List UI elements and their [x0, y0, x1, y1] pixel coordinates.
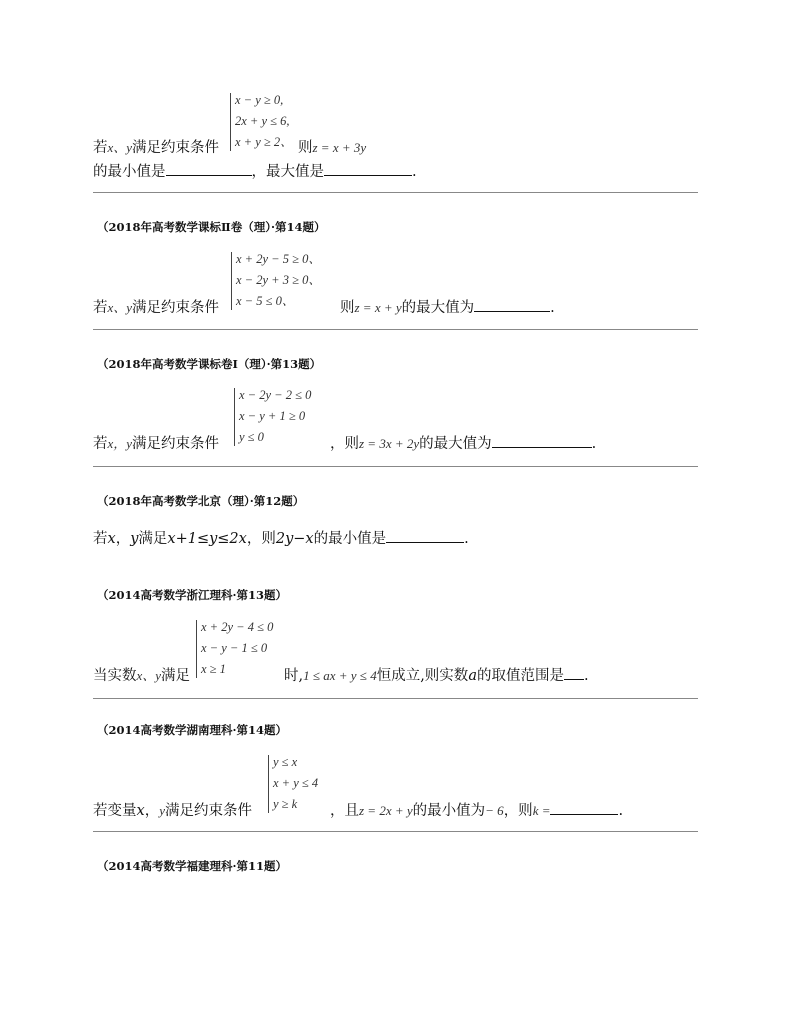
- question-text: 的最小值为: [412, 803, 486, 819]
- constraint-line: x + y ≤ 4: [273, 776, 319, 790]
- constraint-line: x + y ≥ 2、: [235, 135, 293, 149]
- constraint-line: 2x + y ≤ 6,: [235, 114, 290, 128]
- question-line: [93, 160, 417, 181]
- divider: [93, 329, 698, 330]
- answer-blank[interactable]: [492, 433, 592, 448]
- math-vars: x、y: [136, 668, 162, 683]
- source-label: （2018年高考数学北京（理）·第12题）: [97, 494, 305, 508]
- divider: [93, 192, 698, 193]
- brace: [231, 252, 236, 310]
- math-var: x: [107, 531, 116, 547]
- question-text: 的最大值为: [401, 300, 475, 316]
- question-line: [93, 136, 219, 157]
- question-text: 若: [93, 531, 108, 547]
- question-text: ，: [144, 803, 160, 819]
- question-line: [93, 432, 219, 453]
- question-text: 恒成立,则实数: [376, 668, 469, 684]
- math-expression: k =: [532, 803, 551, 818]
- period: .: [412, 164, 417, 180]
- question-text: 满足约束条件: [132, 436, 220, 452]
- constraint-line: y ≥ k: [273, 797, 298, 811]
- question-line: [93, 799, 252, 820]
- brace: [268, 755, 273, 813]
- question-line: [93, 664, 190, 685]
- constraint-line: x − y + 1 ≥ 0: [239, 409, 306, 423]
- source-label: （2014高考数学浙江理科·第13题）: [97, 588, 288, 602]
- question-line: [284, 664, 589, 685]
- question-text: 满足: [138, 531, 168, 547]
- math-vars: x，y: [107, 436, 133, 451]
- question-text: 满足约束条件: [132, 140, 220, 156]
- question-text: ，则: [330, 436, 359, 452]
- question-text: ，: [115, 531, 131, 547]
- question-text: ，最大值是: [251, 164, 324, 180]
- period: .: [583, 668, 589, 684]
- question-text: 的最小值是: [313, 531, 387, 547]
- constraint-line: x + 2y − 4 ≤ 0: [201, 620, 274, 634]
- math-expression: 1 ≤ ax + y ≤ 4: [303, 668, 377, 683]
- math-var: y: [159, 803, 165, 818]
- math-expression: z = x + y: [354, 300, 402, 315]
- period: .: [550, 300, 555, 316]
- question-text: 若: [93, 140, 108, 156]
- math-var: a: [468, 668, 477, 684]
- question-text: 则: [340, 300, 355, 316]
- question-line: [93, 296, 219, 317]
- constraint-line: y ≤ x: [273, 755, 298, 769]
- question-line: [298, 136, 366, 157]
- math-vars: x、y: [107, 300, 133, 315]
- math-var: x: [136, 803, 145, 819]
- question-text: 若变量: [93, 803, 137, 819]
- constraint-line: x − 2y − 2 ≤ 0: [239, 388, 312, 402]
- question-text: 若: [93, 300, 108, 316]
- math-value: − 6: [485, 803, 504, 818]
- question-text: 则: [298, 140, 313, 156]
- divider: [93, 831, 698, 832]
- constraint-line: x ≥ 1: [201, 662, 226, 676]
- math-expression: z = 2x + y: [359, 803, 413, 818]
- divider: [93, 466, 698, 467]
- question-text: 若: [93, 436, 108, 452]
- question-text: 当实数: [93, 668, 137, 684]
- constraint-line: x + 2y − 5 ≥ 0、: [236, 252, 321, 266]
- period: .: [591, 436, 597, 452]
- question-text: 满足约束条件: [132, 300, 220, 316]
- question-line: [330, 432, 596, 453]
- source-label: （2018年高考数学课标卷Ⅰ（理）·第13题）: [97, 357, 322, 371]
- math-expression: 2y−x: [275, 531, 314, 547]
- divider: [93, 698, 698, 699]
- math-vars: x、y: [107, 140, 133, 155]
- brace: [234, 388, 239, 446]
- question-text: ，则: [503, 803, 533, 819]
- constraint-system: [234, 385, 339, 449]
- brace: [230, 93, 235, 151]
- answer-blank[interactable]: [386, 528, 464, 543]
- math-var: y: [130, 531, 139, 547]
- question-text: 的取值范围是: [476, 668, 564, 684]
- constraint-system: [231, 249, 346, 313]
- math-expression: z = 3x + 2y: [359, 436, 420, 451]
- question-line: [330, 799, 623, 820]
- period: .: [618, 803, 624, 819]
- answer-blank[interactable]: [474, 297, 550, 312]
- question-text: ，则: [246, 531, 276, 547]
- constraint-line: x − 5 ≤ 0、: [236, 294, 295, 308]
- answer-blank[interactable]: [550, 800, 618, 815]
- question-text: 的最小值是: [93, 164, 166, 180]
- question-line: [93, 527, 469, 548]
- brace: [196, 620, 201, 678]
- constraint-line: y ≤ 0: [239, 430, 264, 444]
- question-text: 满足: [161, 668, 191, 684]
- math-inequality: x+1≤y≤2x: [167, 531, 247, 547]
- answer-blank[interactable]: [166, 161, 252, 176]
- constraint-line: x − y − 1 ≤ 0: [201, 641, 268, 655]
- source-label: （2014高考数学湖南理科·第14题）: [97, 723, 288, 737]
- source-label: （2018年高考数学课标Ⅱ卷（理）·第14题）: [97, 220, 326, 234]
- period: .: [464, 531, 469, 547]
- question-text: 时,: [284, 668, 304, 684]
- source-label: （2014高考数学福建理科·第11题）: [97, 859, 288, 873]
- question-text: ，且: [330, 803, 359, 819]
- question-text: 的最大值为: [419, 436, 492, 452]
- constraint-line: x − y ≥ 0,: [235, 93, 284, 107]
- question-text: 满足约束条件: [164, 803, 252, 819]
- answer-blank[interactable]: [564, 665, 584, 680]
- constraint-line: x − 2y + 3 ≥ 0、: [236, 273, 321, 287]
- question-line: [340, 296, 555, 317]
- answer-blank[interactable]: [324, 161, 412, 176]
- math-expression: z = x + 3y: [312, 140, 367, 155]
